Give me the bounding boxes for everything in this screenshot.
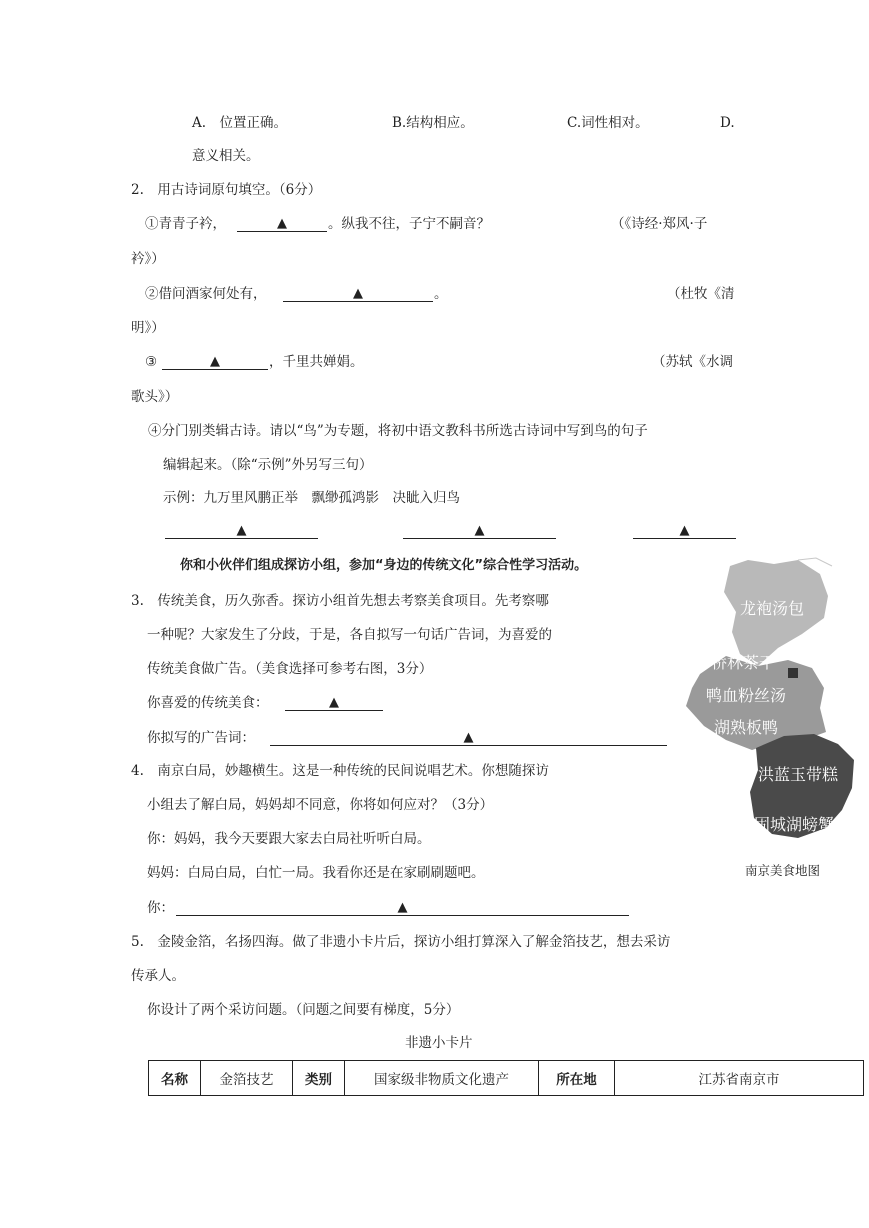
q2-item2-source: （杜牧《清 bbox=[667, 286, 735, 302]
option-c: C.词性相对。 bbox=[567, 115, 649, 131]
q3-line2: 一种呢？大家发生了分歧，于是，各自拟写一句话广告词，为喜爱的 bbox=[147, 627, 552, 643]
q4-line5-label: 你： bbox=[147, 900, 174, 916]
q2-item2-suffix: 。 bbox=[434, 286, 448, 302]
heritage-card-table bbox=[148, 1060, 864, 1096]
q2-item3-prefix: ③ bbox=[145, 354, 158, 370]
q2-example: 示例：九万里风鹏正举 飘缈孤鸿影 决眦入归鸟 bbox=[163, 490, 460, 506]
q3-slogan-label: 你拟写的广告词： bbox=[147, 730, 255, 746]
option-b: B.结构相应。 bbox=[392, 115, 474, 131]
q2-item2-prefix: ②借问酒家何处有， bbox=[145, 286, 267, 302]
q2-item1-prefix: ①青青子衿， bbox=[145, 216, 226, 232]
q5-line1: 5. 金陵金箔，名扬四海。做了非遗小卡片后，探访小组打算深入了解金箔技艺，想去采访 bbox=[131, 934, 671, 950]
q4-line4: 妈妈：白局白局，白忙一局。我看你还是在家刷刷题吧。 bbox=[147, 865, 485, 881]
q2-item1-blank[interactable]: ▲ bbox=[237, 217, 327, 232]
q2-item3-suffix: ，千里共婵娟。 bbox=[269, 354, 364, 370]
card-location-label: 所在地 bbox=[539, 1061, 615, 1096]
card-location-value: 江苏省南京市 bbox=[615, 1061, 864, 1096]
q2-item2-source-cont: 明》） bbox=[131, 320, 165, 336]
q5-line3: 你设计了两个采访问题。（问题之间要有梯度，5分） bbox=[147, 1002, 460, 1018]
q5-line2: 传承人。 bbox=[131, 968, 185, 984]
q4-line2: 小组去了解白局，妈妈却不同意，你将如何应对？（3分） bbox=[147, 797, 494, 813]
card-type-value: 国家级非物质文化遗产 bbox=[345, 1061, 539, 1096]
activity-intro: 你和小伙伴们组成探访小组，参加“身边的传统文化”综合性学习活动。 bbox=[180, 558, 588, 573]
card-name-label: 名称 bbox=[149, 1061, 201, 1096]
q3-line1: 3. 传统美食，历久弥香。探访小组首先想去考察美食项目。先考察哪 bbox=[131, 593, 549, 609]
q4-line3: 你：妈妈，我今天要跟大家去白局社听听白局。 bbox=[147, 831, 431, 847]
q4-answer-blank[interactable]: ▲ bbox=[176, 901, 629, 916]
q2-item1-source: （《诗经·郑风·子 bbox=[611, 216, 708, 232]
q2-bird-blank-3[interactable]: ▲ bbox=[633, 524, 736, 539]
map-label-hushu: 湖熟板鸭 bbox=[714, 718, 779, 737]
q2-bird-blank-1[interactable]: ▲ bbox=[165, 524, 318, 539]
map-label-honglan: 洪蓝玉带糕 bbox=[758, 765, 839, 784]
option-d-continued: 意义相关。 bbox=[192, 148, 260, 164]
table-row bbox=[149, 1061, 864, 1096]
nanjing-food-map bbox=[678, 556, 860, 848]
q2-item2-blank[interactable]: ▲ bbox=[283, 287, 433, 302]
map-city-marker bbox=[788, 668, 798, 678]
q4-line1: 4. 南京白局，妙趣横生。这是一种传统的民间说唱艺术。你想随探访 bbox=[131, 763, 549, 779]
q2-header: 2. 用古诗词原句填空。（6分） bbox=[131, 182, 322, 198]
card-name-value: 金箔技艺 bbox=[201, 1061, 293, 1096]
q2-item3-source-cont: 歌头》） bbox=[131, 389, 179, 405]
q3-food-blank[interactable]: ▲ bbox=[285, 696, 383, 711]
q2-item3-blank[interactable]: ▲ bbox=[162, 355, 268, 370]
q2-item3-source: （苏轼《水调 bbox=[652, 354, 733, 370]
q2-item4-line1: ④分门别类辑古诗。请以“鸟”为专题，将初中语文教科书所选古诗词中写到鸟的句子 bbox=[148, 423, 648, 439]
map-graphic bbox=[678, 556, 860, 848]
map-caption: 南京美食地图 bbox=[745, 863, 821, 878]
q3-food-label: 你喜爱的传统美食： bbox=[147, 695, 269, 711]
card-title: 非遗小卡片 bbox=[405, 1035, 473, 1051]
option-d: D. bbox=[720, 115, 735, 131]
q2-item4-line2: 编辑起来。（除“示例”外另写三句） bbox=[163, 457, 373, 473]
map-label-gucheng: 固城湖螃蟹 bbox=[754, 815, 835, 834]
q3-slogan-blank[interactable]: ▲ bbox=[270, 731, 667, 746]
q2-item1-suffix: 。纵我不往，子宁不嗣音？ bbox=[328, 216, 490, 232]
map-label-longpao: 龙袍汤包 bbox=[740, 599, 805, 618]
q2-item1-source-cont: 衿》） bbox=[131, 251, 165, 267]
map-label-qiaolin: 桥林茶干 bbox=[711, 653, 776, 672]
map-label-yaxue: 鸭血粉丝汤 bbox=[706, 686, 787, 705]
q2-bird-blank-2[interactable]: ▲ bbox=[403, 524, 556, 539]
option-a: A. 位置正确。 bbox=[192, 115, 288, 131]
card-type-label: 类别 bbox=[293, 1061, 345, 1096]
q3-line3: 传统美食做广告。（美食选择可参考右图，3分） bbox=[147, 661, 433, 677]
